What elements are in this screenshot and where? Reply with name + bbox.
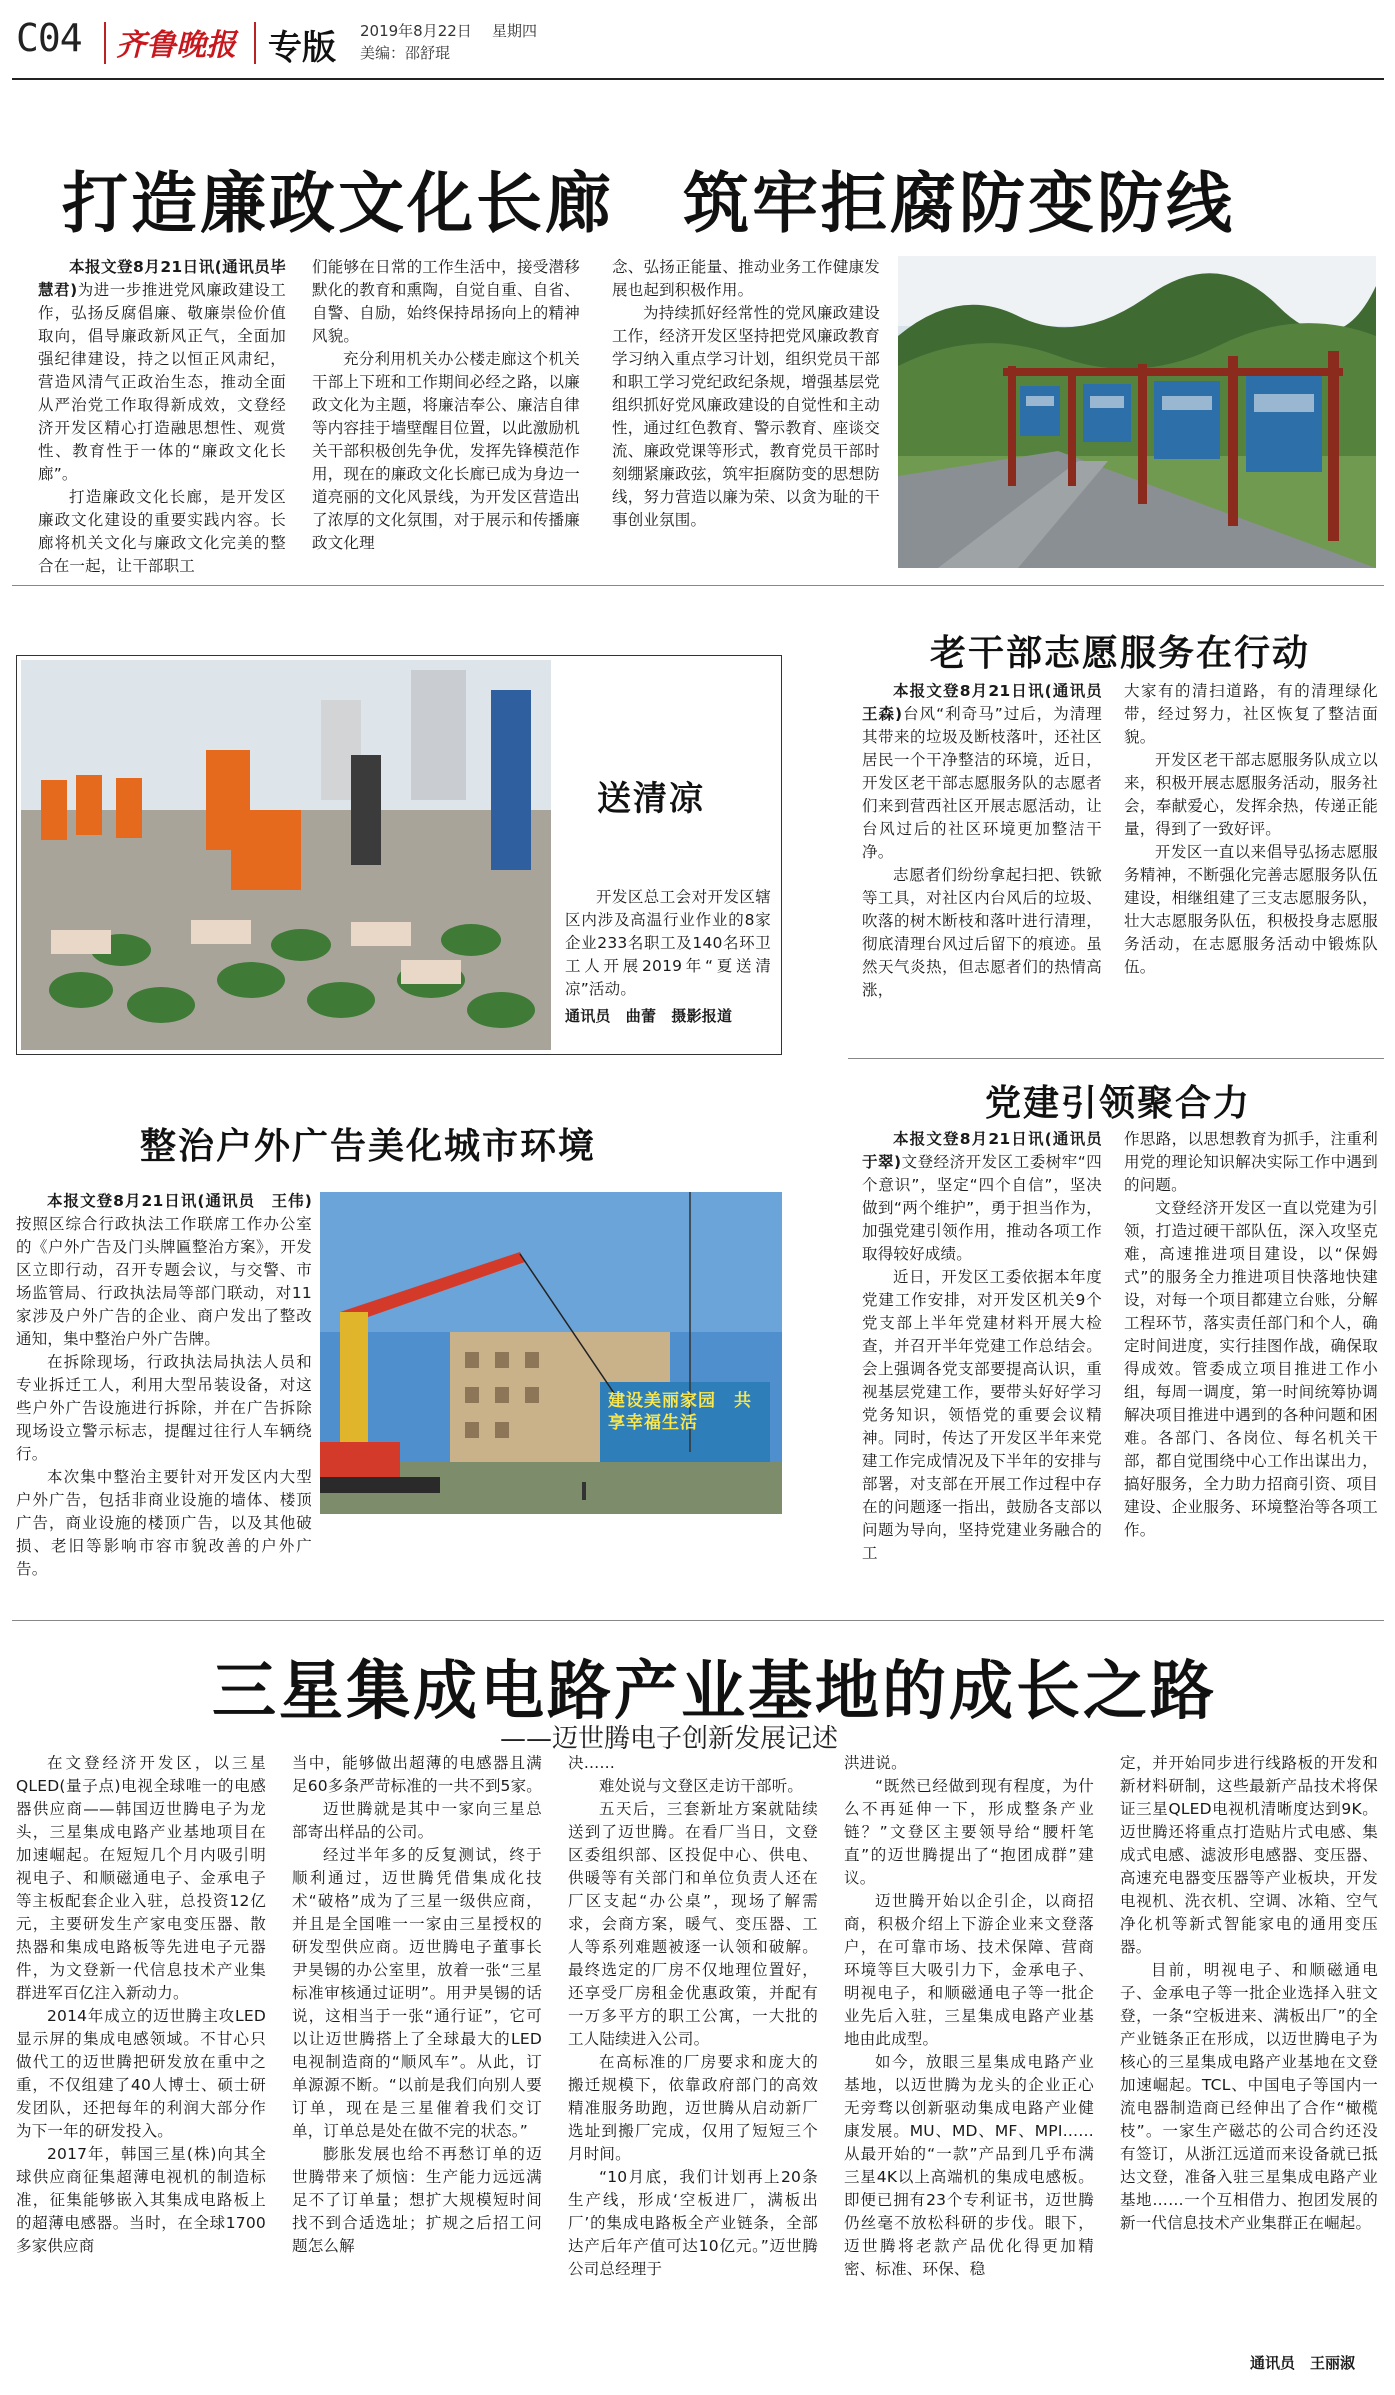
story6-col1 — [16, 1752, 266, 2258]
story6-text: 定，并开始同步进行线路板的开发和新材料研制，这些最新产品技术将保证三星QLED电视机清晰度达到9K。迈世腾还将重点打造贴片式电感、集成式电感、滤波形电感器、变压器、高速充电器变压器等产业板块，开发电视机、洗衣机、空调、冰箱、空气净化机等新式智能家电的通用变压器。 — [1120, 1754, 1378, 1956]
story6-text: 2014年成立的迈世腾主攻LED显示屏的集成电感领域。不甘心只做代工的迈世腾把研发放在重中之重，不仅组建了40人博士、硕士研发团队，还把每年的利润大部分作为下一年的研发投入。 — [16, 2007, 266, 2140]
story5-text: 近日，开发区工委依据本年度党建工作安排，对开发区机关9个党支部上半年党建材料开展大检查，并召开半年党建工作总结会。会上强调各党支部要提高认识，重视基层党建工作，要带头好好学习党务知识，领悟党的重要会议精神。同时，传达了开发区半年来党建工作完成情况及下半年的安排与部署，对支部在开展工作过程中存在的问题逐一指出，鼓励各支部以问题为导向，坚持党建业务融合的工 — [862, 1268, 1102, 1562]
story-divider — [848, 1058, 1384, 1059]
story6-text: 膨胀发展也给不再愁订单的迈世腾带来了烦恼：生产能力远远满足不了订单量；想扩大规模短时间找不到合适选址；扩规之后招工问题怎么解 — [292, 2145, 542, 2255]
story6-col3 — [568, 1752, 818, 2281]
billboard-photo-svg — [320, 1192, 782, 1514]
story3-lead: 本报文登8月21日讯(通讯员 王森) — [862, 682, 1118, 723]
masthead — [12, 14, 1382, 74]
story2-headline: 送清凉 — [597, 779, 705, 819]
story6-text: 当中，能够做出超薄的电感器且满足60多条严苛标准的一共不到5家。 — [292, 1754, 542, 1795]
story5-text: 文登经济开发区工委树牢“四个意识”，坚定“四个自信”，坚决做到“两个维护”，勇于担当作为，加强党建引领作用，推动各项工作取得较好成绩。 — [862, 1153, 1102, 1263]
story4-text: 在拆除现场，行政执法局执法人员和专业拆迁工人，利用大型吊装设备，对这些户外广告设施进行拆除，并在广告拆除现场设立警示标志，提醒过往行人车辆绕行。 — [16, 1353, 312, 1463]
divider — [104, 22, 106, 64]
story4-text: 本次集中整治主要针对开发区内大型户外广告，包括非商业设施的墙体、楼顶广告，商业设施的楼顶广告，以及其他破损、老旧等影响市容市貌改善的户外广告。 — [16, 1468, 312, 1578]
story5-headline: 党建引领聚合力 — [985, 1083, 1252, 1124]
story6-credit: 通讯员 王丽淑 — [1250, 2354, 1356, 2372]
billboard-text: 建设美丽家园 共享幸福生活 — [608, 1391, 752, 1433]
summer-cooling-photo-svg — [21, 660, 551, 1050]
story6-subhead: ——迈世腾电子创新发展记述 — [500, 1724, 839, 1754]
summer-cooling-photo — [21, 660, 551, 1050]
story5-text: 文登经济开发区一直以党建为引领，打造过硬干部队伍，深入攻坚克难，高速推进项目建设，以“保姆式”的服务全力推进项目快落地快建设，对每一个项目都建立台账，分解工程环节，落实责任部门和个人，确定时间进度，实行挂图作战，确保取得成效。管委成立项目推进工作小组，每周一调度，第一时间统筹协调解决项目推进中遇到的各种问题和困难。各部门、各岗位、每名机关干部，都自觉围绕中心工作出谋出力，搞好服务，全力助力招商引资、项目建设、企业服务、环境整治等各项工作。 — [1124, 1199, 1378, 1539]
story4-text: 按照区综合行政执法工作联席工作办公室的《户外广告及门头牌匾整治方案》，开发区立即行动，召开专题会议，与交警、市场监管局、行政执法局等部门联动，对11家涉及户外广告的企业、商户发出了整改通知，集中整治户外广告牌。 — [16, 1215, 312, 1348]
section-name: 专版 — [268, 28, 336, 68]
story1-text: 们能够在日常的工作生活中，接受潜移默化的教育和熏陶，自觉自重、自省、自警、自励，始终保持昂扬向上的精神风貌。 — [312, 258, 580, 345]
story6-text: 洪进说。 — [844, 1754, 907, 1772]
story5-lead: 本报文登8月21日讯(通讯员 于翠) — [862, 1130, 1118, 1171]
story6-text: 目前，明视电子、和顺磁通电子、金承电子等一批企业选择入驻文登，一条“空板进来、满板出厂”的全产业链条正在形成，以迈世腾电子为核心的三星集成电路产业基地在文登加速崛起。TCL、中国电子等国内一流电器制造商已经伸出了合作“橄榄枝”。一家生产磁芯的公司合约还没有签订，从浙江远道而来设备就已抵达文登，准备入驻三星集成电路产业基地……一个互相借力、抱团发展的新一代信息技术产业集群正在崛起。 — [1120, 1961, 1378, 2232]
story1-text: 充分利用机关办公楼走廊这个机关干部上下班和工作期间必经之路，以廉政文化为主题，将廉洁奉公、廉洁自律等内容挂于墙壁醒目位置，以此激励机关干部积极创先争优，发挥先锋模范作用，现在的廉政文化长廊已成为身边一道亮丽的文化风景线，为开发区营造出了浓厚的文化氛围，对于展示和传播廉政文化理 — [312, 350, 580, 552]
editor: 美编：邵舒琨 — [360, 44, 451, 62]
divider — [254, 22, 256, 64]
story6-text: 如今，放眼三星集成电路产业基地，以迈世腾为龙头的企业正心无旁骛以创新驱动集成电路产业健康发展。MU、MD、MF、MPI……从最开始的“一款”产品到几乎布满三星4K以上高端机的集成电感板。即便已拥有23个专利证书，迈世腾仍丝毫不放松科研的步伐。眼下，迈世腾将老款产品优化得更加精密、标准、环保、稳 — [844, 2053, 1094, 2278]
story1-headline: 打造廉政文化长廊 筑牢拒腐防变防线 — [62, 165, 1235, 242]
story6-text: 五天后，三套新址方案就陆续送到了迈世腾。在看厂当日，文登区委组织部、区投促中心、供电、供暖等有关部门和单位负责人还在厂区支起“办公桌”，现场了解需求，会商方案，暖气、变压器、工人等系列难题被逐一认领和破解。最终选定的厂房不仅地理位置好，还享受厂房租金优惠政策，并配有一万多平方的职工公寓，一大批的工人陆续进入公司。 — [568, 1800, 818, 2048]
story5-text: 作思路，以思想教育为抓手，注重利用党的理论知识解决实际工作中遇到的问题。 — [1124, 1130, 1378, 1194]
story1-text: 念、弘扬正能量、推动业务工作健康发展也起到积极作用。 — [612, 258, 880, 299]
corridor-photo-svg — [898, 256, 1376, 568]
story6-headline: 三星集成电路产业基地的成长之路 — [212, 1655, 1217, 1729]
story1-text: 打造廉政文化长廊，是开发区廉政文化建设的重要实践内容。长廊将机关文化与廉政文化完美的整合在一起，让干部职工 — [38, 488, 286, 575]
weekday: 星期四 — [492, 22, 538, 40]
story6-col2 — [292, 1752, 542, 2258]
story4-col1 — [16, 1190, 312, 1581]
story1-text: 为进一步推进党风廉政建设工作，弘扬反腐倡廉、敬廉崇俭价值取向，倡导廉政新风正气，全面加强纪律建设，持之以恒正风肃纪，营造风清气正政治生态，推动全面从严治党工作取得新成效，文登经济开发区精心打造融思想性、观赏性、教育性于一体的“廉政文化长廊”。 — [38, 281, 287, 483]
story4-lead: 本报文登8月21日讯(通讯员 王伟) — [47, 1192, 312, 1210]
billboard-photo — [320, 1192, 782, 1514]
story2-caption — [565, 886, 771, 1028]
story5-col2 — [1124, 1128, 1378, 1542]
issue-date: 2019年8月22日 — [360, 22, 472, 40]
story2-box — [16, 655, 782, 1055]
story6-text: “10月底，我们计划再上20条生产线，形成‘空板进厂，满板出厂’的集成电路板全产业链条，全部达产后年产值可达10亿元。”迈世腾公司总经理于 — [568, 2168, 818, 2278]
story6-col4 — [844, 1752, 1094, 2281]
story-divider — [12, 1620, 1384, 1621]
story2-caption-text: 开发区总工会对开发区辖区内涉及高温行业作业的8家企业233名职工及140名环卫工人开展2019年“夏送清凉”活动。 — [565, 888, 771, 998]
story3-text: 台风“利奇马”过后，为清理其带来的垃圾及断枝落叶，还社区居民一个干净整洁的环境，近日，开发区老干部志愿服务队的志愿者们来到营西社区开展志愿活动，让台风过后的社区环境更加整洁干净。 — [862, 705, 1102, 861]
story3-text: 志愿者们纷纷拿起扫把、铁锨等工具，对社区内台风后的垃圾、吹落的树木断枝和落叶进行清理，彻底清理台风过后留下的痕迹。虽然天气炎热，但志愿者们的热情高涨， — [862, 866, 1102, 999]
story3-col2 — [1124, 680, 1378, 979]
corridor-photo — [898, 256, 1376, 568]
story1-lead: 本报文登8月21日讯(通讯员毕慧君) — [38, 258, 286, 299]
story3-text: 开发区一直以来倡导弘扬志愿服务精神，不断强化完善志愿服务队伍建设，相继组建了三支志愿服务队，壮大志愿服务队伍，积极投身志愿服务活动，在志愿服务活动中锻炼队伍。 — [1124, 843, 1378, 976]
story6-text: 迈世腾就是其中一家向三星总部寄出样品的公司。 — [292, 1800, 542, 1841]
story2-credit: 通讯员 曲蕾 摄影报道 — [565, 1007, 733, 1025]
story1-col1 — [38, 256, 286, 578]
story6-text: 迈世腾开始以企引企，以商招商，积极介绍上下游企业来文登落户，在可靠市场、技术保障、营商环境等巨大吸引力下，金承电子、明视电子，和顺磁通电子等一批企业先后入驻，三星集成电路产业基地由此成型。 — [844, 1892, 1094, 2048]
page-number: C04 — [16, 16, 82, 60]
story3-headline: 老干部志愿服务在行动 — [930, 633, 1311, 674]
story1-text: 为持续抓好经常性的党风廉政建设工作，经济开发区坚持把党风廉政教育学习纳入重点学习计划，组织党员干部和职工学习党纪政纪条规，增强基层党组织抓好党风廉政建设的自觉性和主动性，通过红色教育、警示教育、座谈交流、廉政党课等形式，教育党员干部时刻绷紧廉政弦，筑牢拒腐防变的思想防线，努力营造以廉为荣、以贪为耻的干事创业氛围。 — [612, 304, 880, 529]
masthead-rule — [12, 78, 1384, 80]
story4-headline: 整治户外广告美化城市环境 — [140, 1126, 597, 1167]
story6-text: 2017年，韩国三星(株)向其全球供应商征集超薄电视机的制造标准，征集能够嵌入其集成电路板上的超薄电感器。当时，在全球1700多家供应商 — [16, 2145, 266, 2255]
paper-name: 齐鲁晚报 — [116, 28, 236, 63]
story6-text: 难处说与文登区走访干部听。 — [599, 1777, 804, 1795]
story6-text: “既然已经做到现有程度，为什么不再延伸一下，形成整条产业链？”文登区主要领导给“腰杆笔直”的迈世腾提出了“抱团成群”建议。 — [844, 1777, 1094, 1887]
story6-text: 决…… — [568, 1754, 616, 1772]
story1-col3 — [612, 256, 880, 532]
story6-text: 经过半年多的反复测试，终于顺利通过，迈世腾凭借集成化技术“破格”成为了三星一级供应商，并且是全国唯一一家由三星授权的研发型供应商。迈世腾电子董事长尹昊锡的办公室里，放着一张“三星标准审核通过证明”。用尹昊锡的话说，这相当于一张“通行证”，它可以让迈世腾搭上了全球最大的LED电视制造商的“顺风车”。从此，订单源源不断。“以前是我们向别人要订单，现在是三星催着我们交订单，订单总是处在做不完的状态。” — [292, 1846, 542, 2140]
story6-text: 在高标准的厂房要求和庞大的搬迁规模下，依靠政府部门的高效精准服务助跑，迈世腾从启动新厂选址到搬厂完成，仅用了短短三个月时间。 — [568, 2053, 818, 2163]
story1-col2 — [312, 256, 580, 555]
story6-text: 在文登经济开发区，以三星QLED(量子点)电视全球唯一的电感器供应商——韩国迈世腾电子为龙头，三星集成电路产业基地项目在加速崛起。在短短几个月内吸引明视电子、和顺磁通电子、金承电子等主板配套企业入驻，总投资12亿元，主要研发生产家电变压器、散热器和集成电路板等先进电子元器件，为文登新一代信息技术产业集群进军百亿注入新动力。 — [16, 1754, 266, 2002]
story-divider — [12, 585, 1384, 586]
story3-text: 开发区老干部志愿服务队成立以来，积极开展志愿服务活动，服务社会，奉献爱心，发挥余热，传递正能量，得到了一致好评。 — [1124, 751, 1378, 838]
story5-col1 — [862, 1128, 1118, 1565]
story6-col5 — [1120, 1752, 1378, 2235]
story3-col1 — [862, 680, 1118, 1002]
story3-text: 大家有的清扫道路，有的清理绿化带，经过努力，社区恢复了整洁面貌。 — [1124, 682, 1378, 746]
